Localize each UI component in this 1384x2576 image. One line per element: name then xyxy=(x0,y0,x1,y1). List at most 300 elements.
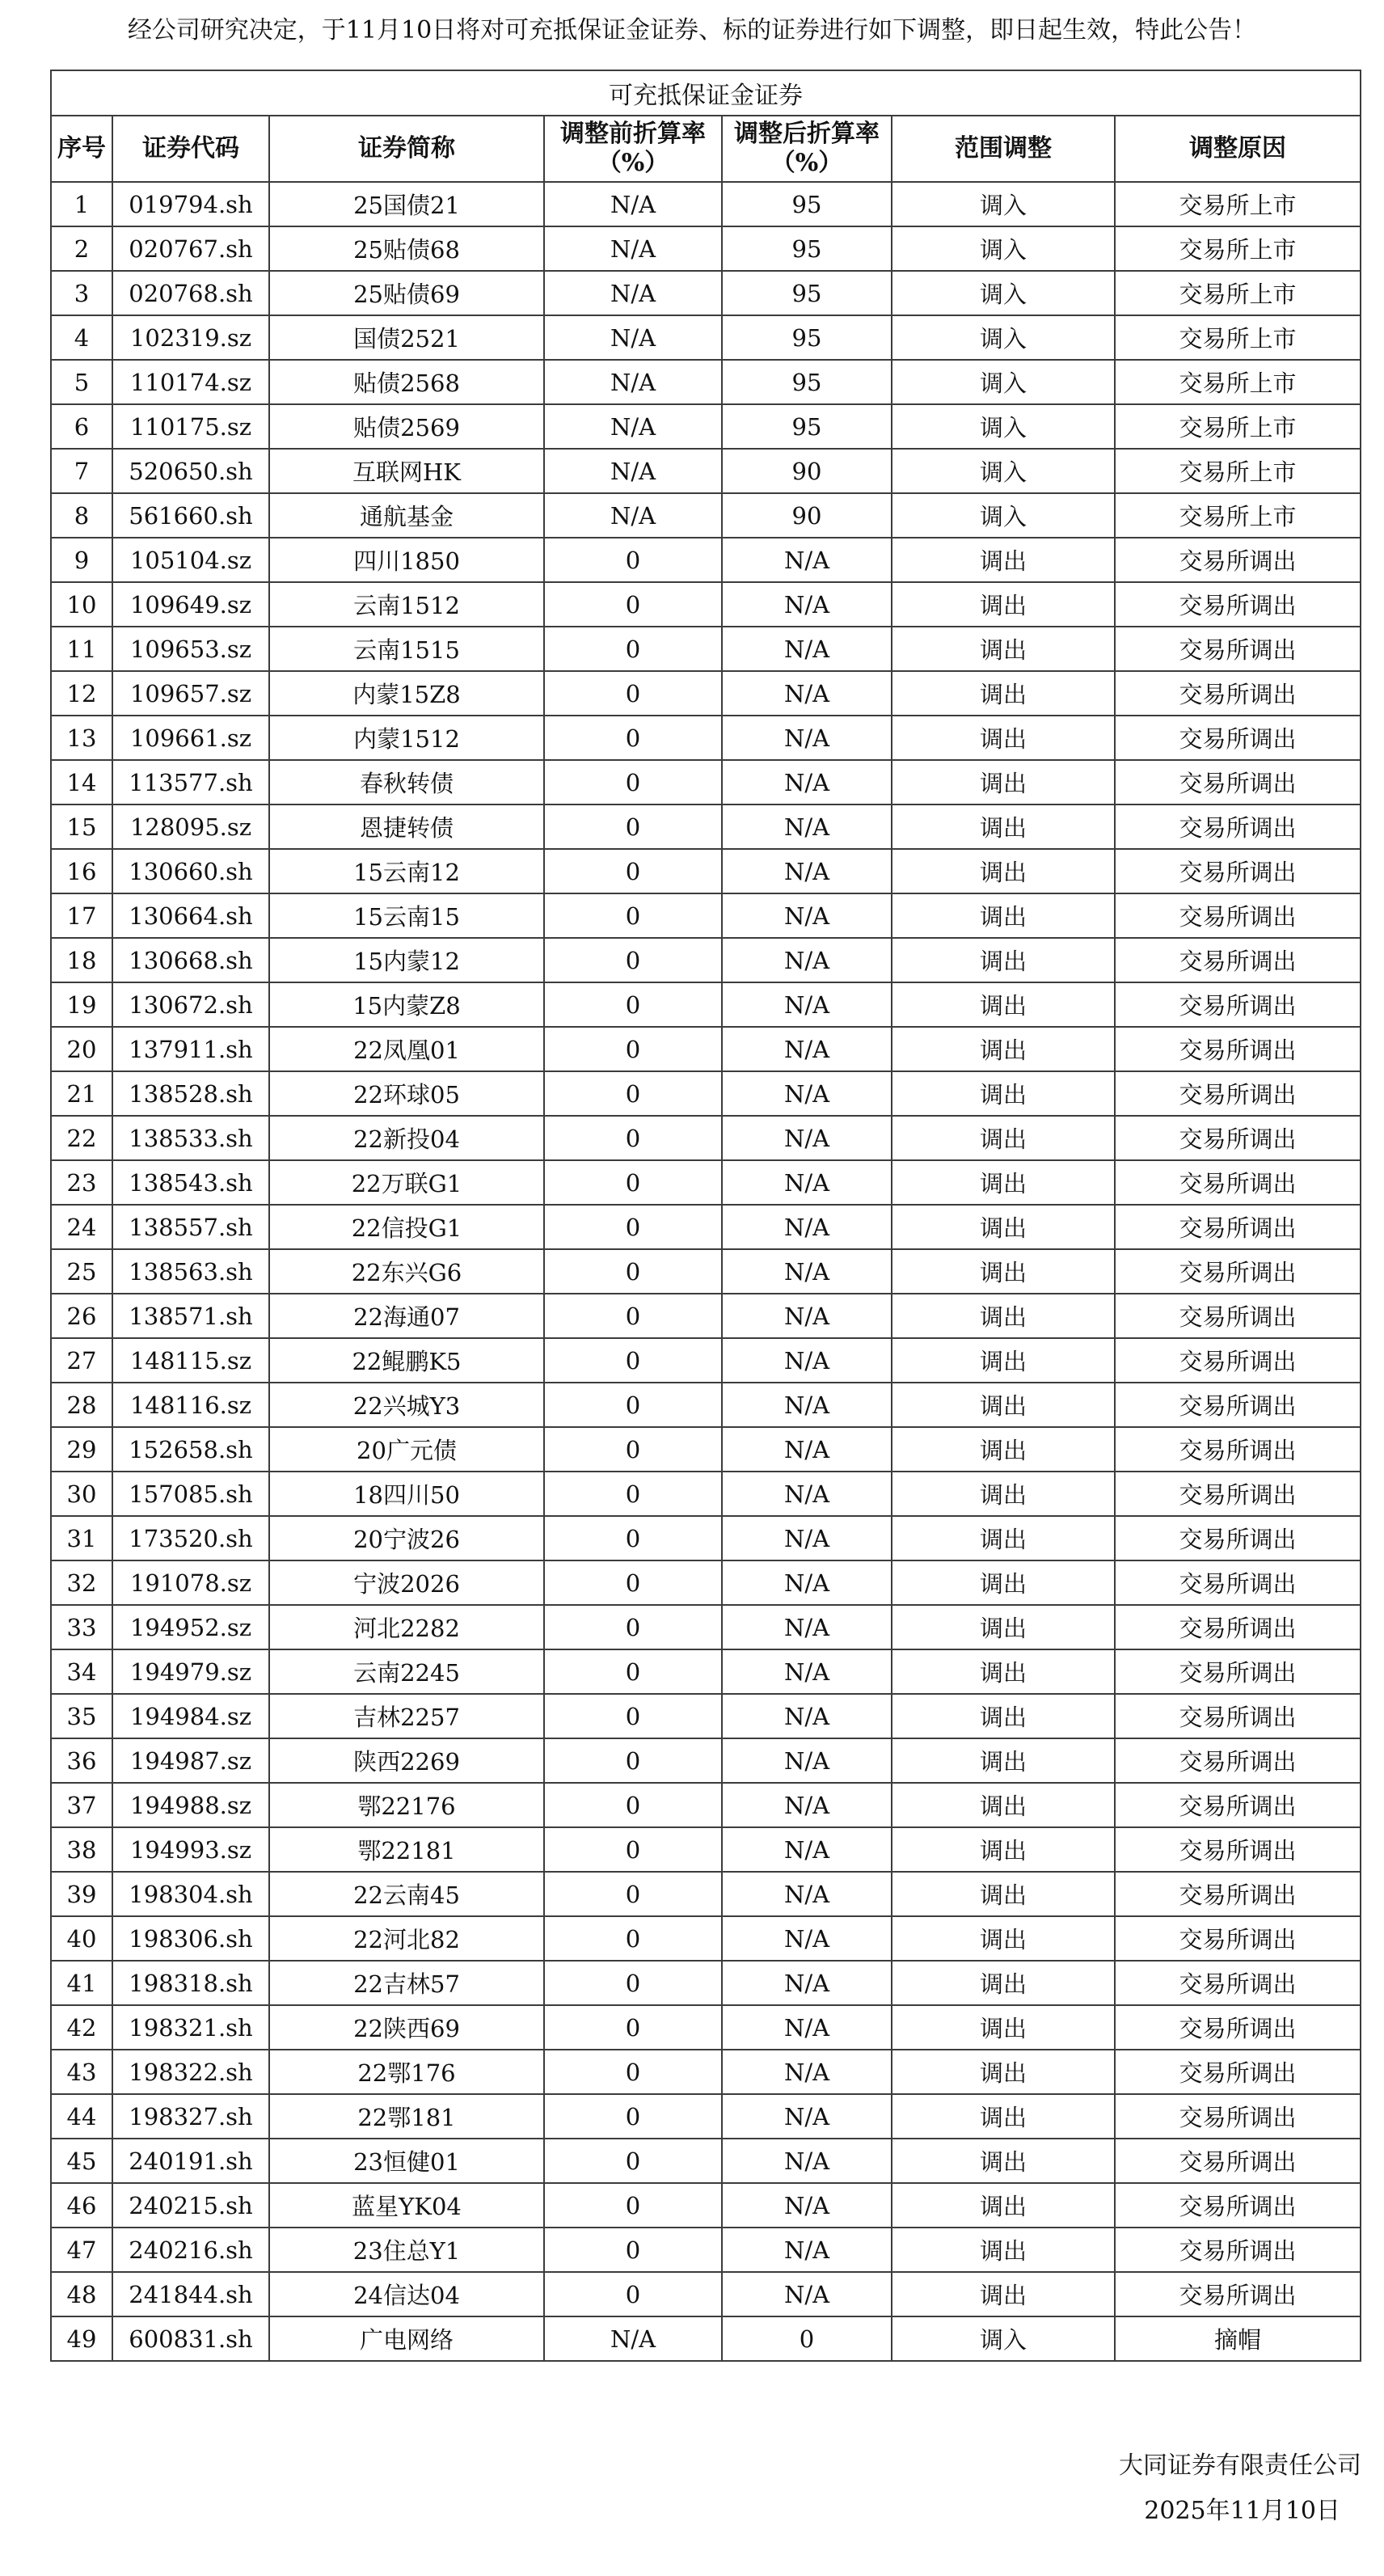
cell-index: 3 xyxy=(51,271,112,315)
table-row xyxy=(51,1560,1361,1605)
cell-code: 198306.sh xyxy=(112,1916,269,1961)
table-row xyxy=(51,1383,1361,1427)
cell-rate-before: 0 xyxy=(544,1916,722,1961)
cell-name: 广电网络 xyxy=(269,2316,544,2361)
cell-rate-before: 0 xyxy=(544,627,722,671)
cell-name: 15云南12 xyxy=(269,849,544,893)
cell-reason: 交易所调出 xyxy=(1115,804,1361,849)
cell-code: 130660.sh xyxy=(112,849,269,893)
cell-index: 40 xyxy=(51,1916,112,1961)
cell-rate-after: N/A xyxy=(722,1116,892,1160)
cell-code: 600831.sh xyxy=(112,2316,269,2361)
cell-code: 130668.sh xyxy=(112,938,269,982)
cell-name: 贴债2568 xyxy=(269,360,544,404)
cell-scope: 调出 xyxy=(892,804,1115,849)
cell-rate-after: 90 xyxy=(722,449,892,493)
cell-code: 138528.sh xyxy=(112,1071,269,1116)
cell-reason: 交易所上市 xyxy=(1115,271,1361,315)
cell-rate-before: 0 xyxy=(544,1205,722,1249)
cell-scope: 调出 xyxy=(892,627,1115,671)
cell-code: 173520.sh xyxy=(112,1516,269,1560)
cell-rate-before: 0 xyxy=(544,804,722,849)
cell-scope: 调出 xyxy=(892,849,1115,893)
cell-reason: 交易所调出 xyxy=(1115,1694,1361,1738)
cell-rate-before: N/A xyxy=(544,226,722,271)
cell-rate-before: N/A xyxy=(544,182,722,226)
cell-rate-after: N/A xyxy=(722,671,892,716)
cell-rate-after: N/A xyxy=(722,2094,892,2139)
cell-reason: 交易所调出 xyxy=(1115,2139,1361,2183)
cell-name: 15云南15 xyxy=(269,893,544,938)
table-row xyxy=(51,2228,1361,2272)
cell-reason: 摘帽 xyxy=(1115,2316,1361,2361)
cell-name: 22信投G1 xyxy=(269,1205,544,1249)
table-row xyxy=(51,1738,1361,1783)
cell-reason: 交易所调出 xyxy=(1115,1827,1361,1872)
cell-rate-before: 0 xyxy=(544,1605,722,1649)
cell-name: 18四川50 xyxy=(269,1472,544,1516)
cell-scope: 调出 xyxy=(892,938,1115,982)
cell-rate-before: N/A xyxy=(544,2316,722,2361)
cell-code: 020767.sh xyxy=(112,226,269,271)
cell-rate-before: 0 xyxy=(544,1827,722,1872)
cell-scope: 调出 xyxy=(892,671,1115,716)
cell-scope: 调出 xyxy=(892,1916,1115,1961)
table-row xyxy=(51,1338,1361,1383)
cell-scope: 调出 xyxy=(892,1961,1115,2005)
cell-scope: 调入 xyxy=(892,2316,1115,2361)
cell-name: 22鄂176 xyxy=(269,2050,544,2094)
cell-name: 云南1512 xyxy=(269,582,544,627)
cell-rate-after: 95 xyxy=(722,271,892,315)
cell-name: 陕西2269 xyxy=(269,1738,544,1783)
cell-code: 198327.sh xyxy=(112,2094,269,2139)
cell-rate-after: N/A xyxy=(722,982,892,1027)
cell-reason: 交易所上市 xyxy=(1115,493,1361,538)
cell-name: 国债2521 xyxy=(269,315,544,360)
cell-code: 110175.sz xyxy=(112,404,269,449)
cell-rate-after: 0 xyxy=(722,2316,892,2361)
cell-rate-before: 0 xyxy=(544,1872,722,1916)
cell-index: 28 xyxy=(51,1383,112,1427)
table-row xyxy=(51,1205,1361,1249)
table-row xyxy=(51,716,1361,760)
table-row xyxy=(51,538,1361,582)
cell-rate-after: N/A xyxy=(722,1383,892,1427)
table-row xyxy=(51,449,1361,493)
cell-reason: 交易所调出 xyxy=(1115,1160,1361,1205)
cell-index: 14 xyxy=(51,760,112,804)
table-row xyxy=(51,1916,1361,1961)
cell-index: 44 xyxy=(51,2094,112,2139)
table-row xyxy=(51,938,1361,982)
cell-scope: 调出 xyxy=(892,1071,1115,1116)
cell-rate-before: N/A xyxy=(544,315,722,360)
cell-rate-before: 0 xyxy=(544,1427,722,1472)
cell-name: 春秋转债 xyxy=(269,760,544,804)
table-row xyxy=(51,1160,1361,1205)
cell-scope: 调出 xyxy=(892,1160,1115,1205)
cell-rate-before: 0 xyxy=(544,2094,722,2139)
cell-name: 宁波2026 xyxy=(269,1560,544,1605)
cell-code: 194979.sz xyxy=(112,1649,269,1694)
cell-rate-before: 0 xyxy=(544,2228,722,2272)
cell-code: 105104.sz xyxy=(112,538,269,582)
table-row xyxy=(51,1516,1361,1560)
table-row xyxy=(51,1071,1361,1116)
cell-index: 12 xyxy=(51,671,112,716)
cell-reason: 交易所调出 xyxy=(1115,716,1361,760)
cell-rate-after: N/A xyxy=(722,2228,892,2272)
cell-rate-before: N/A xyxy=(544,271,722,315)
cell-name: 通航基金 xyxy=(269,493,544,538)
table-row xyxy=(51,2050,1361,2094)
cell-reason: 交易所调出 xyxy=(1115,893,1361,938)
cell-index: 39 xyxy=(51,1872,112,1916)
cell-name: 22凤凰01 xyxy=(269,1027,544,1071)
cell-index: 43 xyxy=(51,2050,112,2094)
cell-code: 110174.sz xyxy=(112,360,269,404)
cell-rate-before: 0 xyxy=(544,1961,722,2005)
cell-rate-before: 0 xyxy=(544,1160,722,1205)
cell-rate-before: 0 xyxy=(544,1027,722,1071)
cell-index: 25 xyxy=(51,1249,112,1294)
notice-date: 2025年11月10日 xyxy=(1144,2497,1340,2525)
cell-code: 198304.sh xyxy=(112,1872,269,1916)
cell-index: 42 xyxy=(51,2005,112,2050)
cell-scope: 调出 xyxy=(892,582,1115,627)
cell-index: 23 xyxy=(51,1160,112,1205)
cell-code: 198322.sh xyxy=(112,2050,269,2094)
cell-rate-after: N/A xyxy=(722,1205,892,1249)
cell-name: 22吉林57 xyxy=(269,1961,544,2005)
cell-code: 148116.sz xyxy=(112,1383,269,1427)
cell-reason: 交易所调出 xyxy=(1115,1071,1361,1116)
cell-scope: 调出 xyxy=(892,760,1115,804)
table-row xyxy=(51,849,1361,893)
cell-index: 6 xyxy=(51,404,112,449)
cell-index: 47 xyxy=(51,2228,112,2272)
cell-code: 109649.sz xyxy=(112,582,269,627)
cell-rate-before: 0 xyxy=(544,2005,722,2050)
cell-reason: 交易所调出 xyxy=(1115,1605,1361,1649)
cell-index: 2 xyxy=(51,226,112,271)
cell-reason: 交易所调出 xyxy=(1115,849,1361,893)
cell-index: 10 xyxy=(51,582,112,627)
cell-index: 34 xyxy=(51,1649,112,1694)
table-row xyxy=(51,2316,1361,2361)
cell-name: 20广元债 xyxy=(269,1427,544,1472)
cell-code: 138571.sh xyxy=(112,1294,269,1338)
cell-rate-before: 0 xyxy=(544,1338,722,1383)
table-row xyxy=(51,760,1361,804)
cell-reason: 交易所调出 xyxy=(1115,1961,1361,2005)
cell-scope: 调出 xyxy=(892,1294,1115,1338)
cell-index: 32 xyxy=(51,1560,112,1605)
header-reason: 调整原因 xyxy=(1115,116,1361,182)
cell-rate-before: 0 xyxy=(544,893,722,938)
cell-scope: 调入 xyxy=(892,182,1115,226)
table-header-row xyxy=(51,116,1361,182)
cell-name: 25贴债68 xyxy=(269,226,544,271)
cell-code: 241844.sh xyxy=(112,2272,269,2316)
table-row xyxy=(51,1694,1361,1738)
cell-name: 22新投04 xyxy=(269,1116,544,1160)
table-row xyxy=(51,1294,1361,1338)
table-row xyxy=(51,1961,1361,2005)
cell-reason: 交易所调出 xyxy=(1115,760,1361,804)
cell-name: 22鄂181 xyxy=(269,2094,544,2139)
cell-index: 1 xyxy=(51,182,112,226)
cell-rate-before: 0 xyxy=(544,2139,722,2183)
cell-name: 河北2282 xyxy=(269,1605,544,1649)
cell-name: 24信达04 xyxy=(269,2272,544,2316)
header-rate-after: 调整后折算率（%） xyxy=(722,116,892,182)
cell-code: 198318.sh xyxy=(112,1961,269,2005)
cell-name: 22陕西69 xyxy=(269,2005,544,2050)
notice-text: 经公司研究决定，于11月10日将对可充抵保证金证券、标的证券进行如下调整，即日起生效，特此公告！ xyxy=(127,16,1257,44)
cell-rate-after: N/A xyxy=(722,1560,892,1605)
table-row xyxy=(51,315,1361,360)
table-row xyxy=(51,493,1361,538)
cell-scope: 调入 xyxy=(892,449,1115,493)
cell-name: 15内蒙12 xyxy=(269,938,544,982)
cell-index: 33 xyxy=(51,1605,112,1649)
cell-reason: 交易所调出 xyxy=(1115,1783,1361,1827)
cell-scope: 调入 xyxy=(892,493,1115,538)
table-row xyxy=(51,2272,1361,2316)
cell-rate-before: 0 xyxy=(544,1649,722,1694)
cell-rate-before: 0 xyxy=(544,1249,722,1294)
cell-index: 21 xyxy=(51,1071,112,1116)
cell-scope: 调出 xyxy=(892,1649,1115,1694)
cell-rate-before: 0 xyxy=(544,1560,722,1605)
cell-rate-after: N/A xyxy=(722,893,892,938)
cell-name: 贴债2569 xyxy=(269,404,544,449)
table-row xyxy=(51,1827,1361,1872)
cell-name: 四川1850 xyxy=(269,538,544,582)
cell-scope: 调出 xyxy=(892,1783,1115,1827)
cell-rate-after: N/A xyxy=(722,716,892,760)
cell-code: 191078.sz xyxy=(112,1560,269,1605)
cell-code: 109661.sz xyxy=(112,716,269,760)
cell-scope: 调出 xyxy=(892,1694,1115,1738)
cell-rate-after: N/A xyxy=(722,1027,892,1071)
cell-reason: 交易所调出 xyxy=(1115,2005,1361,2050)
cell-reason: 交易所调出 xyxy=(1115,1916,1361,1961)
cell-name: 25贴债69 xyxy=(269,271,544,315)
cell-rate-after: N/A xyxy=(722,1516,892,1560)
cell-rate-after: 95 xyxy=(722,315,892,360)
cell-reason: 交易所调出 xyxy=(1115,1205,1361,1249)
cell-code: 148115.sz xyxy=(112,1338,269,1383)
cell-code: 138533.sh xyxy=(112,1116,269,1160)
cell-index: 27 xyxy=(51,1338,112,1383)
cell-reason: 交易所调出 xyxy=(1115,1472,1361,1516)
cell-name: 鄂22176 xyxy=(269,1783,544,1827)
cell-scope: 调入 xyxy=(892,226,1115,271)
cell-code: 128095.sz xyxy=(112,804,269,849)
cell-code: 109657.sz xyxy=(112,671,269,716)
table-row xyxy=(51,1249,1361,1294)
table-row xyxy=(51,2139,1361,2183)
cell-reason: 交易所调出 xyxy=(1115,1560,1361,1605)
cell-name: 20宁波26 xyxy=(269,1516,544,1560)
cell-rate-after: N/A xyxy=(722,804,892,849)
cell-rate-after: N/A xyxy=(722,1916,892,1961)
cell-reason: 交易所调出 xyxy=(1115,1027,1361,1071)
table-row xyxy=(51,893,1361,938)
cell-scope: 调出 xyxy=(892,2139,1115,2183)
cell-reason: 交易所调出 xyxy=(1115,2183,1361,2228)
cell-index: 45 xyxy=(51,2139,112,2183)
cell-code: 194984.sz xyxy=(112,1694,269,1738)
table-title-row xyxy=(51,70,1361,116)
cell-rate-before: 0 xyxy=(544,582,722,627)
cell-reason: 交易所调出 xyxy=(1115,1338,1361,1383)
cell-name: 22东兴G6 xyxy=(269,1249,544,1294)
cell-rate-after: N/A xyxy=(722,2272,892,2316)
cell-rate-after: 95 xyxy=(722,182,892,226)
cell-index: 36 xyxy=(51,1738,112,1783)
cell-name: 22云南45 xyxy=(269,1872,544,1916)
cell-index: 15 xyxy=(51,804,112,849)
cell-scope: 调出 xyxy=(892,1472,1115,1516)
table-row xyxy=(51,404,1361,449)
cell-rate-before: 0 xyxy=(544,671,722,716)
cell-index: 49 xyxy=(51,2316,112,2361)
cell-index: 29 xyxy=(51,1427,112,1472)
table-row xyxy=(51,360,1361,404)
cell-reason: 交易所调出 xyxy=(1115,1427,1361,1472)
cell-scope: 调出 xyxy=(892,2005,1115,2050)
cell-index: 9 xyxy=(51,538,112,582)
cell-rate-after: N/A xyxy=(722,2005,892,2050)
table-row xyxy=(51,582,1361,627)
cell-scope: 调出 xyxy=(892,1560,1115,1605)
cell-reason: 交易所调出 xyxy=(1115,1872,1361,1916)
table-row xyxy=(51,1427,1361,1472)
cell-scope: 调出 xyxy=(892,1605,1115,1649)
cell-reason: 交易所调出 xyxy=(1115,1649,1361,1694)
cell-rate-after: N/A xyxy=(722,2139,892,2183)
header-scope: 范围调整 xyxy=(892,116,1115,182)
cell-index: 30 xyxy=(51,1472,112,1516)
cell-code: 240216.sh xyxy=(112,2228,269,2272)
cell-code: 138543.sh xyxy=(112,1160,269,1205)
cell-scope: 调入 xyxy=(892,271,1115,315)
cell-rate-after: N/A xyxy=(722,1427,892,1472)
table-row xyxy=(51,1783,1361,1827)
cell-scope: 调出 xyxy=(892,1827,1115,1872)
cell-name: 互联网HK xyxy=(269,449,544,493)
cell-code: 019794.sh xyxy=(112,182,269,226)
cell-name: 内蒙1512 xyxy=(269,716,544,760)
cell-code: 198321.sh xyxy=(112,2005,269,2050)
cell-rate-before: N/A xyxy=(544,493,722,538)
cell-scope: 调入 xyxy=(892,315,1115,360)
cell-scope: 调出 xyxy=(892,1738,1115,1783)
cell-name: 22环球05 xyxy=(269,1071,544,1116)
cell-scope: 调出 xyxy=(892,716,1115,760)
cell-code: 020768.sh xyxy=(112,271,269,315)
cell-code: 138557.sh xyxy=(112,1205,269,1249)
table-row xyxy=(51,1872,1361,1916)
cell-scope: 调出 xyxy=(892,1383,1115,1427)
cell-name: 吉林2257 xyxy=(269,1694,544,1738)
cell-rate-before: N/A xyxy=(544,449,722,493)
cell-rate-before: 0 xyxy=(544,938,722,982)
cell-scope: 调入 xyxy=(892,404,1115,449)
cell-index: 13 xyxy=(51,716,112,760)
cell-rate-before: 0 xyxy=(544,2272,722,2316)
cell-reason: 交易所上市 xyxy=(1115,226,1361,271)
cell-index: 20 xyxy=(51,1027,112,1071)
cell-rate-before: 0 xyxy=(544,849,722,893)
cell-rate-after: N/A xyxy=(722,1605,892,1649)
cell-rate-after: N/A xyxy=(722,849,892,893)
cell-rate-before: 0 xyxy=(544,1071,722,1116)
cell-name: 23住总Y1 xyxy=(269,2228,544,2272)
cell-reason: 交易所调出 xyxy=(1115,982,1361,1027)
cell-index: 38 xyxy=(51,1827,112,1872)
header-name: 证券简称 xyxy=(269,116,544,182)
cell-reason: 交易所调出 xyxy=(1115,2228,1361,2272)
cell-reason: 交易所调出 xyxy=(1115,1516,1361,1560)
cell-scope: 调出 xyxy=(892,1427,1115,1472)
company-name: 大同证券有限责任公司 xyxy=(1119,2451,1361,2480)
cell-code: 240191.sh xyxy=(112,2139,269,2183)
cell-rate-before: 0 xyxy=(544,1738,722,1783)
cell-reason: 交易所调出 xyxy=(1115,671,1361,716)
cell-name: 鄂22181 xyxy=(269,1827,544,1872)
cell-rate-before: 0 xyxy=(544,2183,722,2228)
cell-code: 194952.sz xyxy=(112,1605,269,1649)
cell-reason: 交易所调出 xyxy=(1115,938,1361,982)
cell-scope: 调出 xyxy=(892,2183,1115,2228)
cell-reason: 交易所调出 xyxy=(1115,2050,1361,2094)
cell-code: 240215.sh xyxy=(112,2183,269,2228)
cell-rate-after: N/A xyxy=(722,1961,892,2005)
cell-rate-before: 0 xyxy=(544,1516,722,1560)
cell-index: 24 xyxy=(51,1205,112,1249)
cell-index: 22 xyxy=(51,1116,112,1160)
cell-rate-after: 90 xyxy=(722,493,892,538)
cell-rate-after: N/A xyxy=(722,760,892,804)
cell-rate-after: N/A xyxy=(722,2183,892,2228)
cell-index: 37 xyxy=(51,1783,112,1827)
header-index: 序号 xyxy=(51,116,112,182)
cell-scope: 调出 xyxy=(892,1516,1115,1560)
cell-rate-before: 0 xyxy=(544,1383,722,1427)
cell-scope: 调出 xyxy=(892,1205,1115,1249)
cell-reason: 交易所调出 xyxy=(1115,1294,1361,1338)
cell-reason: 交易所调出 xyxy=(1115,1116,1361,1160)
cell-scope: 调出 xyxy=(892,1249,1115,1294)
cell-rate-after: N/A xyxy=(722,1783,892,1827)
cell-name: 15内蒙Z8 xyxy=(269,982,544,1027)
cell-rate-after: N/A xyxy=(722,582,892,627)
table-row xyxy=(51,182,1361,226)
cell-rate-after: N/A xyxy=(722,1694,892,1738)
cell-code: 194988.sz xyxy=(112,1783,269,1827)
cell-code: 520650.sh xyxy=(112,449,269,493)
table-row xyxy=(51,671,1361,716)
table-row xyxy=(51,271,1361,315)
cell-index: 48 xyxy=(51,2272,112,2316)
cell-scope: 调入 xyxy=(892,360,1115,404)
cell-rate-after: N/A xyxy=(722,2050,892,2094)
